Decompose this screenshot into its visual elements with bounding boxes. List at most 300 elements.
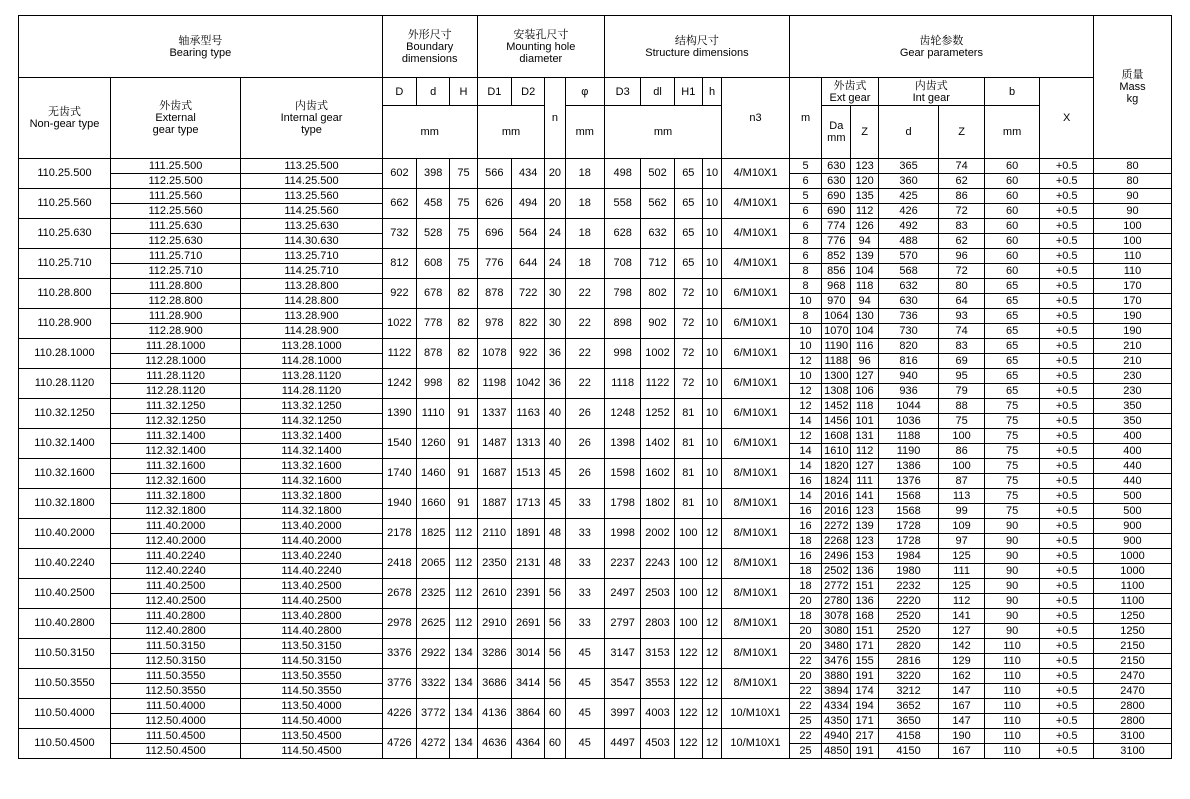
mount-D1: 4636 [477, 729, 511, 759]
external-header [110, 78, 240, 159]
gear-X: +0.5 [1040, 354, 1094, 369]
mount-D1: 696 [477, 219, 511, 249]
internal-model: 113.40.2240 [241, 549, 382, 564]
gear-X: +0.5 [1040, 654, 1094, 669]
gear-Z-ext: 127 [851, 459, 878, 474]
boundary-d: 1660 [417, 489, 450, 519]
mount-D2: 3014 [512, 639, 545, 669]
struct-n3: 6/M10X1 [722, 399, 790, 429]
header-cn: 无齿式 [47, 106, 81, 118]
mass: 3100 [1093, 729, 1171, 744]
mount-D1: 2350 [477, 549, 511, 579]
struct-D3: 708 [604, 249, 640, 279]
mass: 110 [1093, 264, 1171, 279]
gear-m: 18 [789, 579, 821, 594]
gear-X: +0.5 [1040, 234, 1094, 249]
external-model: 112.28.900 [110, 324, 240, 339]
external-model: 111.25.710 [110, 249, 240, 264]
gear-b: 110 [984, 699, 1040, 714]
gear-Z-ext: 96 [851, 354, 878, 369]
external-model: 112.25.560 [110, 204, 240, 219]
internal-model: 113.50.4500 [241, 729, 382, 744]
gear-d-int: 4150 [878, 744, 939, 759]
boundary-d: 3772 [417, 699, 450, 729]
struct-n3: 8/M10X1 [722, 639, 790, 669]
mass: 3100 [1093, 744, 1171, 759]
gear-X: +0.5 [1040, 504, 1094, 519]
gear-Z-ext: 116 [851, 339, 878, 354]
mount-phi: 18 [565, 219, 604, 249]
col-dl-header: dl [641, 78, 674, 106]
boundary-D: 662 [382, 189, 416, 219]
gear-X: +0.5 [1040, 564, 1094, 579]
gear-X: +0.5 [1040, 639, 1094, 654]
mount-D2: 3864 [512, 699, 545, 729]
mount-n: 60 [545, 729, 565, 759]
external-model: 111.32.1800 [110, 489, 240, 504]
gear-b: 65 [984, 324, 1040, 339]
gear-X: +0.5 [1040, 594, 1094, 609]
mass: 2150 [1093, 654, 1171, 669]
internal-model: 113.50.4000 [241, 699, 382, 714]
gear-b: 90 [984, 594, 1040, 609]
boundary-D: 1540 [382, 429, 416, 459]
struct-dl: 2803 [641, 609, 674, 639]
gear-Z-ext: 106 [851, 384, 878, 399]
gear-X: +0.5 [1040, 204, 1094, 219]
struct-dl: 1602 [641, 459, 674, 489]
boundary-d: 778 [417, 309, 450, 339]
gear-m: 8 [789, 234, 821, 249]
struct-D3: 798 [604, 279, 640, 309]
gear-Da: 2268 [822, 534, 851, 549]
external-model: 112.25.630 [110, 234, 240, 249]
gear-b: 75 [984, 489, 1040, 504]
boundary-H: 75 [450, 159, 477, 189]
non-gear-model: 110.25.630 [19, 219, 111, 249]
boundary-H: 91 [450, 459, 477, 489]
gear-Z-int: 83 [939, 339, 984, 354]
mount-phi: 26 [565, 429, 604, 459]
gear-Z-ext: 191 [851, 744, 878, 759]
mount-D2: 4364 [512, 729, 545, 759]
gear-m: 22 [789, 699, 821, 714]
gear-Z-int: 125 [939, 579, 984, 594]
gear-Da: 3078 [822, 609, 851, 624]
gear-X: +0.5 [1040, 699, 1094, 714]
mount-phi: 18 [565, 189, 604, 219]
mount-phi: 22 [565, 369, 604, 399]
boundary-D: 1122 [382, 339, 416, 369]
boundary-d: 1460 [417, 459, 450, 489]
gear-b: 75 [984, 459, 1040, 474]
mass: 190 [1093, 324, 1171, 339]
header-cn: 安装孔尺寸 [513, 28, 569, 41]
mass: 210 [1093, 339, 1171, 354]
struct-h: 10 [702, 159, 721, 189]
internal-model: 113.28.1000 [241, 339, 382, 354]
gear-b: 65 [984, 354, 1040, 369]
gear-d-int: 1984 [878, 549, 939, 564]
struct-n3: 8/M10X1 [722, 519, 790, 549]
mass: 90 [1093, 189, 1171, 204]
mount-n: 36 [545, 339, 565, 369]
gear-b: 110 [984, 654, 1040, 669]
gear-m: 12 [789, 384, 821, 399]
gear-Z-ext: 123 [851, 159, 878, 174]
mount-n: 48 [545, 549, 565, 579]
struct-h: 10 [702, 369, 721, 399]
gear-Da: 1188 [822, 354, 851, 369]
gear-Z-ext: 104 [851, 324, 878, 339]
struct-h: 10 [702, 219, 721, 249]
mount-D2: 1713 [512, 489, 545, 519]
gear-Da: 2502 [822, 564, 851, 579]
struct-h: 12 [702, 729, 721, 759]
gear-d-int: 3652 [878, 699, 939, 714]
gear-m: 6 [789, 204, 821, 219]
boundary-H: 75 [450, 219, 477, 249]
header-cn: 内齿式 [914, 79, 948, 92]
gear-Z-int: 190 [939, 729, 984, 744]
internal-model: 114.32.1800 [241, 504, 382, 519]
gear-d-int: 816 [878, 354, 939, 369]
gear-Da: 852 [822, 249, 851, 264]
boundary-H: 91 [450, 399, 477, 429]
boundary-D: 2418 [382, 549, 416, 579]
external-model: 111.50.4500 [110, 729, 240, 744]
gear-d-int: 736 [878, 309, 939, 324]
gear-Z-ext: 194 [851, 699, 878, 714]
gear-Da: 1308 [822, 384, 851, 399]
internal-model: 113.28.900 [241, 309, 382, 324]
header-cn: 结构尺寸 [674, 34, 719, 47]
non-gear-model: 110.25.560 [19, 189, 111, 219]
mount-D2: 922 [512, 339, 545, 369]
external-model: 112.50.3150 [110, 654, 240, 669]
gear-Da: 2016 [822, 504, 851, 519]
gear-Z-int: 129 [939, 654, 984, 669]
gear-m: 5 [789, 159, 821, 174]
struct-dl: 502 [641, 159, 674, 189]
table-row [19, 429, 1172, 444]
col-D1-header: D1 [477, 78, 511, 106]
gear-Z-ext: 118 [851, 279, 878, 294]
boundary-d: 2625 [417, 609, 450, 639]
boundary-D: 4726 [382, 729, 416, 759]
struct-dl: 562 [641, 189, 674, 219]
struct-H1: 72 [674, 309, 702, 339]
struct-h: 12 [702, 639, 721, 669]
gear-Da: 1456 [822, 414, 851, 429]
gear-b: 65 [984, 339, 1040, 354]
header-cn: 外齿式 [159, 100, 193, 112]
gear-b: 110 [984, 684, 1040, 699]
mass: 400 [1093, 444, 1171, 459]
external-model: 111.32.1250 [110, 399, 240, 414]
mounting-unit: mm [477, 106, 545, 159]
struct-H1: 65 [674, 159, 702, 189]
ext-gear-header [822, 78, 879, 106]
boundary-H: 82 [450, 369, 477, 399]
struct-n3: 6/M10X1 [722, 429, 790, 459]
struct-D3: 498 [604, 159, 640, 189]
gear-Da: 1824 [822, 474, 851, 489]
gear-X: +0.5 [1040, 549, 1094, 564]
header-en: Non-gear type [29, 118, 100, 130]
gear-Da: 630 [822, 174, 851, 189]
gear-m: 16 [789, 519, 821, 534]
gear-d-int: 1376 [878, 474, 939, 489]
external-model: 111.32.1600 [110, 459, 240, 474]
boundary-d: 528 [417, 219, 450, 249]
boundary-d: 2065 [417, 549, 450, 579]
gear-Z-int: 125 [939, 549, 984, 564]
mass: 1250 [1093, 609, 1171, 624]
struct-n3: 4/M10X1 [722, 249, 790, 279]
gear-Z-int: 79 [939, 384, 984, 399]
gear-Z-ext: 123 [851, 504, 878, 519]
struct-H1: 65 [674, 219, 702, 249]
gear-Z-ext: 136 [851, 564, 878, 579]
gear-Z-int: 87 [939, 474, 984, 489]
gear-d-int: 2816 [878, 654, 939, 669]
gear-X: +0.5 [1040, 264, 1094, 279]
table-row [19, 339, 1172, 354]
boundary-D: 3776 [382, 669, 416, 699]
boundary-H: 134 [450, 669, 477, 699]
gear-Z-int: 99 [939, 504, 984, 519]
boundary-D: 1740 [382, 459, 416, 489]
gear-d-int: 1568 [878, 504, 939, 519]
external-model: 112.50.4500 [110, 744, 240, 759]
gear-m: 14 [789, 489, 821, 504]
struct-H1: 81 [674, 459, 702, 489]
external-model: 112.32.1600 [110, 474, 240, 489]
gear-d-int: 425 [878, 189, 939, 204]
mount-D2: 2131 [512, 549, 545, 579]
header-cn: 外形尺寸 [407, 28, 452, 41]
mount-D1: 4136 [477, 699, 511, 729]
gear-d-int: 936 [878, 384, 939, 399]
col-Da-header [822, 106, 851, 159]
mount-phi: 18 [565, 159, 604, 189]
gear-X: +0.5 [1040, 429, 1094, 444]
gear-Z-int: 86 [939, 189, 984, 204]
gear-b: 90 [984, 579, 1040, 594]
struct-dl: 632 [641, 219, 674, 249]
struct-h: 12 [702, 579, 721, 609]
gear-b: 60 [984, 174, 1040, 189]
struct-D3: 3547 [604, 669, 640, 699]
gear-d-int: 2220 [878, 594, 939, 609]
mount-D1: 566 [477, 159, 511, 189]
mass: 1250 [1093, 624, 1171, 639]
struct-h: 12 [702, 549, 721, 579]
gear-X: +0.5 [1040, 384, 1094, 399]
gear-m: 22 [789, 684, 821, 699]
structure-unit: mm [604, 106, 721, 159]
table-row [19, 729, 1172, 744]
mass: 1000 [1093, 549, 1171, 564]
col-n3-header: n3 [722, 78, 790, 159]
boundary-D: 2978 [382, 609, 416, 639]
gear-Z-ext: 171 [851, 639, 878, 654]
gear-X: +0.5 [1040, 519, 1094, 534]
struct-n3: 8/M10X1 [722, 609, 790, 639]
struct-n3: 10/M10X1 [722, 729, 790, 759]
struct-n3: 6/M10X1 [722, 309, 790, 339]
gear-d-int: 1728 [878, 534, 939, 549]
external-model: 112.40.2240 [110, 564, 240, 579]
gear-d-int: 1568 [878, 489, 939, 504]
mount-phi: 45 [565, 669, 604, 699]
mount-phi: 45 [565, 699, 604, 729]
struct-D3: 1248 [604, 399, 640, 429]
struct-D3: 2237 [604, 549, 640, 579]
gear-X: +0.5 [1040, 579, 1094, 594]
gear-m: 20 [789, 639, 821, 654]
struct-h: 10 [702, 399, 721, 429]
struct-H1: 81 [674, 489, 702, 519]
gear-b: 75 [984, 504, 1040, 519]
external-model: 111.28.1120 [110, 369, 240, 384]
gear-Z-ext: 131 [851, 429, 878, 444]
gear-Z-ext: 171 [851, 714, 878, 729]
gear-d-int: 730 [878, 324, 939, 339]
gear-Z-ext: 94 [851, 234, 878, 249]
table-row [19, 519, 1172, 534]
mass: 100 [1093, 219, 1171, 234]
struct-h: 10 [702, 429, 721, 459]
boundary-D: 1940 [382, 489, 416, 519]
gear-b: 60 [984, 234, 1040, 249]
external-model: 111.40.2240 [110, 549, 240, 564]
mount-n: 40 [545, 399, 565, 429]
external-model: 111.28.900 [110, 309, 240, 324]
gear-d-int: 3650 [878, 714, 939, 729]
gear-Z-int: 86 [939, 444, 984, 459]
gear-X: +0.5 [1040, 459, 1094, 474]
mount-D1: 2110 [477, 519, 511, 549]
gear-Z-int: 100 [939, 459, 984, 474]
gear-Z-int: 95 [939, 369, 984, 384]
gear-m: 18 [789, 534, 821, 549]
table-row [19, 279, 1172, 294]
gear-X: +0.5 [1040, 294, 1094, 309]
mount-D2: 2691 [512, 609, 545, 639]
gear-d-int: 3220 [878, 669, 939, 684]
internal-header [241, 78, 382, 159]
gear-b: 60 [984, 204, 1040, 219]
gear-Da: 2780 [822, 594, 851, 609]
struct-dl: 2503 [641, 579, 674, 609]
gear-Da: 3894 [822, 684, 851, 699]
mount-phi: 22 [565, 339, 604, 369]
struct-h: 10 [702, 489, 721, 519]
internal-model: 114.50.4000 [241, 714, 382, 729]
struct-H1: 100 [674, 519, 702, 549]
mount-n: 56 [545, 639, 565, 669]
mount-phi: 45 [565, 729, 604, 759]
gear-Z-int: 88 [939, 399, 984, 414]
header-en: Gear parameters [899, 46, 983, 59]
mass: 1100 [1093, 579, 1171, 594]
boundary-H: 82 [450, 339, 477, 369]
boundary-D: 812 [382, 249, 416, 279]
gear-Da: 1608 [822, 429, 851, 444]
gear-d-int: 820 [878, 339, 939, 354]
gear-b: 65 [984, 309, 1040, 324]
phi-unit: mm [565, 106, 604, 159]
gear-Da: 3080 [822, 624, 851, 639]
gear-X: +0.5 [1040, 489, 1094, 504]
gear-X: +0.5 [1040, 279, 1094, 294]
struct-D3: 1598 [604, 459, 640, 489]
gear-b: 65 [984, 279, 1040, 294]
gear-Z-int: 127 [939, 624, 984, 639]
mount-D1: 3686 [477, 669, 511, 699]
gear-Z-int: 112 [939, 594, 984, 609]
mount-n: 24 [545, 249, 565, 279]
boundary-d: 2922 [417, 639, 450, 669]
boundary-H: 112 [450, 609, 477, 639]
non-gear-model: 110.25.710 [19, 249, 111, 279]
struct-dl: 4503 [641, 729, 674, 759]
mount-D2: 3414 [512, 669, 545, 699]
struct-h: 10 [702, 249, 721, 279]
b-unit: mm [984, 106, 1040, 159]
gear-Da: 1820 [822, 459, 851, 474]
struct-n3: 8/M10X1 [722, 549, 790, 579]
gear-m: 14 [789, 414, 821, 429]
mount-D1: 1487 [477, 429, 511, 459]
gear-b: 110 [984, 639, 1040, 654]
gear-d-int: 1044 [878, 399, 939, 414]
mount-D2: 434 [512, 159, 545, 189]
struct-D3: 898 [604, 309, 640, 339]
gear-Z-ext: 136 [851, 594, 878, 609]
struct-H1: 122 [674, 699, 702, 729]
gear-m: 16 [789, 549, 821, 564]
header-en: Mass [1119, 81, 1146, 93]
mount-D2: 564 [512, 219, 545, 249]
struct-D3: 3997 [604, 699, 640, 729]
internal-model: 113.28.1120 [241, 369, 382, 384]
mass: 440 [1093, 474, 1171, 489]
struct-n3: 10/M10X1 [722, 699, 790, 729]
struct-D3: 1398 [604, 429, 640, 459]
header-en: type [301, 124, 322, 136]
gear-d-int: 1980 [878, 564, 939, 579]
gear-Z-ext: 174 [851, 684, 878, 699]
boundary-D: 4226 [382, 699, 416, 729]
external-model: 111.50.3150 [110, 639, 240, 654]
gear-Z-ext: 151 [851, 579, 878, 594]
mount-n: 45 [545, 459, 565, 489]
struct-dl: 802 [641, 279, 674, 309]
gear-m: 25 [789, 744, 821, 759]
boundary-d: 1825 [417, 519, 450, 549]
gear-b: 90 [984, 549, 1040, 564]
gear-m: 18 [789, 564, 821, 579]
header-en: dimensions [401, 52, 458, 65]
external-model: 112.32.1400 [110, 444, 240, 459]
internal-model: 114.50.3550 [241, 684, 382, 699]
boundary-H: 82 [450, 309, 477, 339]
gear-Da: 2272 [822, 519, 851, 534]
mass: 500 [1093, 504, 1171, 519]
